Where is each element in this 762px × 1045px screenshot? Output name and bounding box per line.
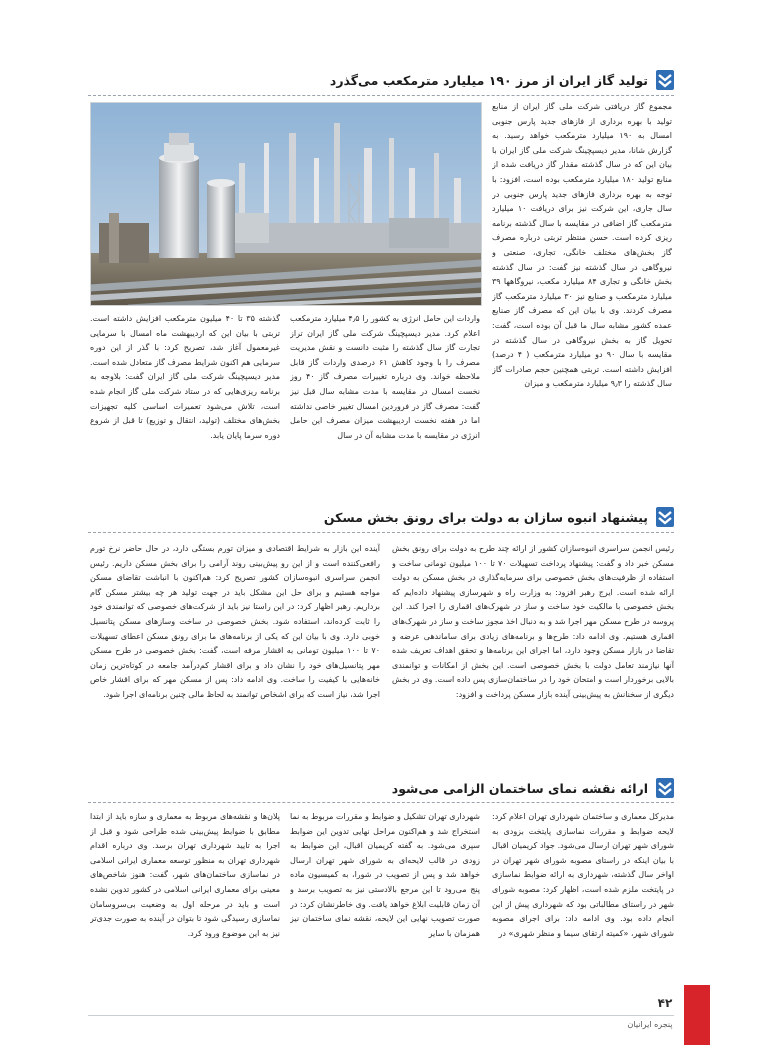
article-column	[492, 810, 674, 970]
section-divider	[88, 802, 674, 803]
chevron-down-icon	[656, 778, 674, 798]
article-column	[492, 100, 672, 490]
page-number: ۴۲	[657, 996, 673, 1010]
article-column	[290, 312, 480, 490]
section-header-housing	[324, 505, 674, 529]
section-divider	[88, 532, 674, 533]
footer-divider	[88, 1015, 674, 1016]
article-column	[392, 542, 674, 747]
paragraph: گذشته ۳۵ تا ۴۰ میلیون مترمکعب افزایش داشته است. تربتی با بیان این که اردیبهشت ماه امسال با سرمایی غیرمعمول آغاز شد، تصریح کرد: با گذر از این دوره سرمایی هم اکنون شرایط مصرف گاز متعادل شده است. مدیر دیسپچینگ شرکت ملی گاز ایران گفت: بلاوجه به برنامه ریزی‌هایی که در ستاد شرکت ملی گاز انجام شده است، تلاش می‌شود تعمیرات اساسی کلیه تجهیزات بخش‌های مختلف (تولید، انتقال و توزیع) تا قبل از شروع دوره سرما پایان یابد.	[90, 314, 280, 440]
chevron-down-icon	[656, 507, 674, 527]
paragraph: پلان‌ها و نقشه‌های مربوط به معماری و سازه باید از ابتدا مطابق با ضوابط پیش‌بینی شده طراحی شود و قبل از اجرا به تایید شهرداری تهران برسد. وی درباره اقدام شهرداری تهران به منظور توسعه معماری ایرانی اسلامی در نماسازی ساختمان‌های شهر، گفت: هنوز شاخص‌های معینی برای معماری ایرانی اسلامی در کشور تدوین نشده است و باید در مرحله اول به وضعیت بی‌سروسامان نماسازی رسیدگی شود تا بتوان در آینده به صورت جدی‌تر نیز به این موضوع ورود کرد.	[90, 812, 280, 938]
paragraph: واردات این حامل انرژی به کشور را ۴٫۵ میلیارد مترمکعب اعلام کرد. مدیر دیسپچینگ شرکت ملی گاز ایران تراز تجارت گاز سال گذشته را مثبت دانست و نقش مدیریت مصرف را با وجود کاهش ۶۱ درصدی واردات گاز قابل ملاحظه خواند. وی درباره تغییرات مصرف گاز ۴۰ روز نخست امسال در مقایسه با مدت مشابه سال قبل نیز گفت: مصرف گاز در فروردین امسال تغییر خاصی نداشته اما در هفته نخست اردیبهشت میزان مصرف این حامل انرژی در مقایسه با مدت مشابه آن در سال	[290, 314, 480, 440]
paragraph: رئیس انجمن سراسری انبوه‌سازان کشور از ارائه چند طرح به دولت برای رونق بخش مسکن خبر داد و گفت: پیشنهاد پرداخت تسهیلات ۷۰ تا ۱۰۰ میلیون تومانی ساخت و استفاده از ظرفیت‌های بخش خصوصی برای سرمایه‌گذاری در بخش مسکن به دولت ارائه شده است. ایرج رهبر افزود: به وزارت راه و شهرسازی پیشنهاد داده‌ایم که بخش خصوصی با مالکیت خود ساخت و ساز در شهرک‌های اقماری را اجرا کند. این پروسه در طرح مسکن مهر اجرا شد و به دنبال اخذ مجوز ساخت و ساز در شهرک‌های اقماری هستیم. وی ادامه داد: طرح‌ها و برنامه‌های زیادی برای ساماندهی عرضه و تقاضا در بازار مسکن وجود دارد، اما اجرای این برنامه‌ها و تحقق اهداف تعریف شده آنها نیازمند تعامل دولت با بخش خصوصی است. این بخش از امکانات و توانمندی بالایی برخوردار است و امتحان خود را در ساختمان‌سازی پس داده است. وی در بخش دیگری از سخنانش به پیش‌بینی آینده بازار مسکن پرداخت و افزود:	[392, 544, 674, 699]
paragraph: مجموع گاز دریافتی شرکت ملی گاز ایران از منابع تولید با بهره برداری از فازهای جدید پارس جنوبی امسال به ۱۹۰ میلیارد مترمکعب خواهد رسید. به گزارش شانا، مدیر دیسپچینگ شرکت ملی گاز ایران با بیان این که در سال گذشته مقدار گاز دریافت شده از منابع تولید ۱۸۰ میلیارد مترمکعب بوده است، افزود: با توجه به بهره برداری فازهای جدید پارس جنوبی در سال جاری، این شرکت نیز برای دریافت ۱۰ میلیارد مترمکعب گاز اضافی در مقایسه با سال گذشته برنامه ریزی کرده است. حسن منتظر تربتی درباره مصرف گاز بخش‌های مختلف خانگی، تجاری، صنعتی و نیروگاهی در سال گذشته نیز گفت: در سال گذشته بخش خانگی و تجاری ۸۴ میلیارد مکعب، نیروگاهها ۳۹ میلیارد مترمکعب و صنایع نیز ۳۰ میلیارد مترمکعب گاز مصرف کردند. وی با بیان این که مصرف گاز صنایع عمده کشور مشابه سال ما قبل آن بوده است، گفت: تحویل گاز به بخش نیروگاهی در سال گذشته در مقایسه با سال ۹۰ دو میلیارد مترمکعب ( ۴ درصد) افزایش داشته است. تربتی همچنین حجم صادرات گاز سال گذشته را ۹٫۳ میلیارد مترمکعب و میزان	[492, 102, 672, 389]
section-header-gas	[330, 68, 674, 92]
section-divider	[88, 95, 674, 96]
paragraph: مدیرکل معماری و ساختمان شهرداری تهران اعلام کرد: لایحه ضوابط و مقررات نماسازی پایتخت بزودی به شورای شهر تهران ارسال می‌شود. جواد کریمیان اقبال با بیان اینکه در راستای مصوبه شورای شهر تهران در اواخر سال گذشته، شهرداری به ارائه ضوابط نماسازی در پایتخت ملزم شده است، اظهار کرد: مصوبه شورای شهر در راستای مطالباتی بود که شهرداری پیش از این انجام داده بود. وی ادامه داد: برای اجرای مصوبه شورای شهر، «کمیته ارتقای سیما و منظر شهری» در	[492, 812, 674, 938]
article-column	[90, 312, 280, 490]
paragraph: آینده این بازار به شرایط اقتصادی و میزان تورم بستگی دارد، در حال حاضر نرخ تورم رافعی‌کننده است و از این رو پیش‌بینی روند آرامی را برای بخش مسکن داریم. رئیس انجمن سراسری انبوه‌سازان کشور تصریح کرد: هم‌اکنون با انباشت تقاضای مسکن مواجه هستیم و برای حل این مشکل باید در جهت تولید هر چه بیشتر مسکن گام برداریم. رهبر اظهار کرد: در این راستا نیز باید از شرکت‌های خصوصی که توانمندی خود را ثابت کرده‌اند، استفاده شود. بخش خصوصی در ساخت وسازهای مسکن پتانسیل خوبی دارد. وی با بیان این که یکی از برنامه‌های ما برای رونق مسکن اعطای تسهیلات ۷۰ تا ۱۰۰ میلیون تومانی به اقشار مرفه است، گفت: بخش خصوصی در طرح مسکن مهر پتانسیل‌های خود را نشان داد و برای اقشار کم‌درآمد جامعه در کوتاه‌ترین زمان خانه‌هایی با کیفیت را ساخت. وی ادامه داد: پس از مسکن مهر که برای اقشار خاص اجرا شد، نیاز است که برای اشخاص توانمند به لحاظ مالی چنین برنامه‌ای اجرا شود.	[90, 544, 380, 699]
article-column	[290, 810, 480, 970]
section-title: تولید گاز ایران از مرز ۱۹۰ میلیارد مترمکعب می‌گذرد	[329, 72, 648, 88]
section-header-facade	[392, 776, 674, 800]
gas-refinery-photo	[90, 102, 482, 306]
section-title: ارائه نقشه نمای ساختمان الزامی می‌شود	[391, 780, 648, 796]
article-column	[90, 810, 280, 970]
chevron-down-icon	[656, 70, 674, 90]
section-title: پیشنهاد انبوه سازان به دولت برای رونق بخش مسکن	[323, 509, 648, 525]
paragraph: شهرداری تهران تشکیل و ضوابط و مقررات مربوط به نما استخراج شد و هم‌اکنون مراحل نهایی تدوین این ضوابط سپری می‌شود. به گفته کریمیان اقبال، این ضوابط به زودی در قالب لایحه‌ای به شورای شهر تهران ارسال خواهد شد و پس از تصویب در شورا، به کمیسیون ماده پنج می‌رود تا این مرجع بالادستی نیز به تصویب برسد و آن زمان قابلیت ابلاغ خواهد یافت. وی خاطرنشان کرد: در صورت تصویب نهایی این لایحه، نقشه نمای ساختمان نیز همزمان با سایر	[290, 812, 480, 938]
page-color-tab	[684, 985, 710, 1045]
magazine-name: پنجره ایرانیان	[627, 1020, 673, 1029]
article-column	[90, 542, 380, 747]
